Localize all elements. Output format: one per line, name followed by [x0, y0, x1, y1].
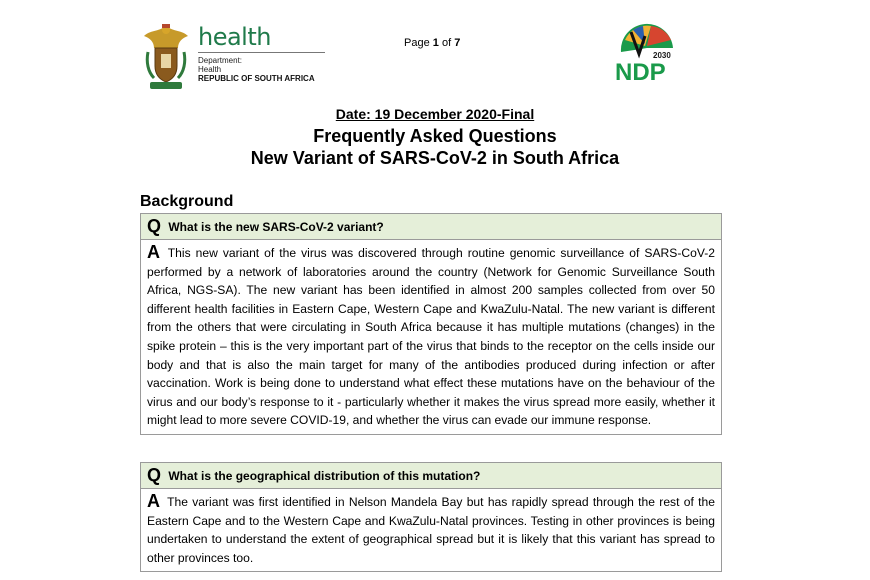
faq-item: [140, 213, 722, 435]
faq-item: [140, 462, 722, 572]
republic-label: REPUBLIC OF SOUTH AFRICA: [198, 74, 315, 83]
ndp-year: 2030: [653, 51, 671, 60]
faq-answer: [141, 489, 721, 571]
faq-answer: [141, 240, 721, 434]
document-subtitle: New Variant of SARS-CoV-2 in South Africa: [250, 148, 620, 168]
page-of: of: [441, 37, 452, 49]
document-title-block: [0, 105, 870, 169]
answer-marker: A: [147, 491, 160, 511]
ndp-text: NDP: [615, 59, 666, 84]
page-current: 1: [432, 37, 439, 49]
question-text: What is the new SARS-CoV-2 variant?: [168, 220, 384, 234]
page-total: 7: [454, 37, 461, 49]
answer-marker: A: [147, 242, 160, 262]
document-date: Date: 19 December 2020-Final: [335, 106, 535, 122]
page-number: [404, 37, 460, 49]
question-marker: Q: [147, 216, 162, 236]
page-prefix: Page: [404, 37, 430, 49]
page-header: [0, 0, 870, 100]
health-label: Health: [198, 65, 222, 74]
answer-text: The variant was first identified in Nelson Mandela Bay but has rapidly spread through the rest of the Eastern Cape and to the Western Cape and KwaZulu-Natal provinces. Testing in other provinces is being undertaken to understand the extent of geographical spread but it is likely that this variant has spread to other provinces too.: [147, 495, 715, 565]
department-of-health-logo: [198, 24, 328, 83]
faq-question: [141, 214, 721, 240]
ndp-2030-logo: [611, 18, 681, 84]
health-wordmark: health: [198, 23, 271, 51]
document-title: Frequently Asked Questions: [313, 126, 557, 146]
logo-divider: [198, 52, 325, 53]
faq-question: [141, 463, 721, 489]
department-label: Department:: [198, 56, 243, 65]
section-heading-background: Background: [140, 193, 234, 210]
question-text: What is the geographical distribution of this mutation?: [168, 469, 481, 483]
coat-of-arms-icon: [140, 22, 192, 92]
answer-text: This new variant of the virus was discovered through routine genomic surveillance of SARS-CoV-2 performed by a network of laboratories around the country (Network for Genomic Surveillance South Africa, NGS-SA). The new variant has been identified in almost 200 samples collected from over 50 different health facilities in Eastern Cape, Western Cape and KwaZulu-Natal. The new variant is different from the others that were circulating in South Africa because it has multiple mutations (changes) in the spike protein – this is the very important part of the virus that binds to the receptor on the cells inside our body and that is also the main target for many of the antibodies produced during infection or after vaccination. Work is being done to understand what effect these mutations have on the behaviour of the virus and our body’s response to it - particularly whether it makes the virus spread more easily, whether it might lead to more severe COVID-19, and whether the virus can evade our immune response.: [147, 246, 715, 428]
question-marker: Q: [147, 465, 162, 485]
